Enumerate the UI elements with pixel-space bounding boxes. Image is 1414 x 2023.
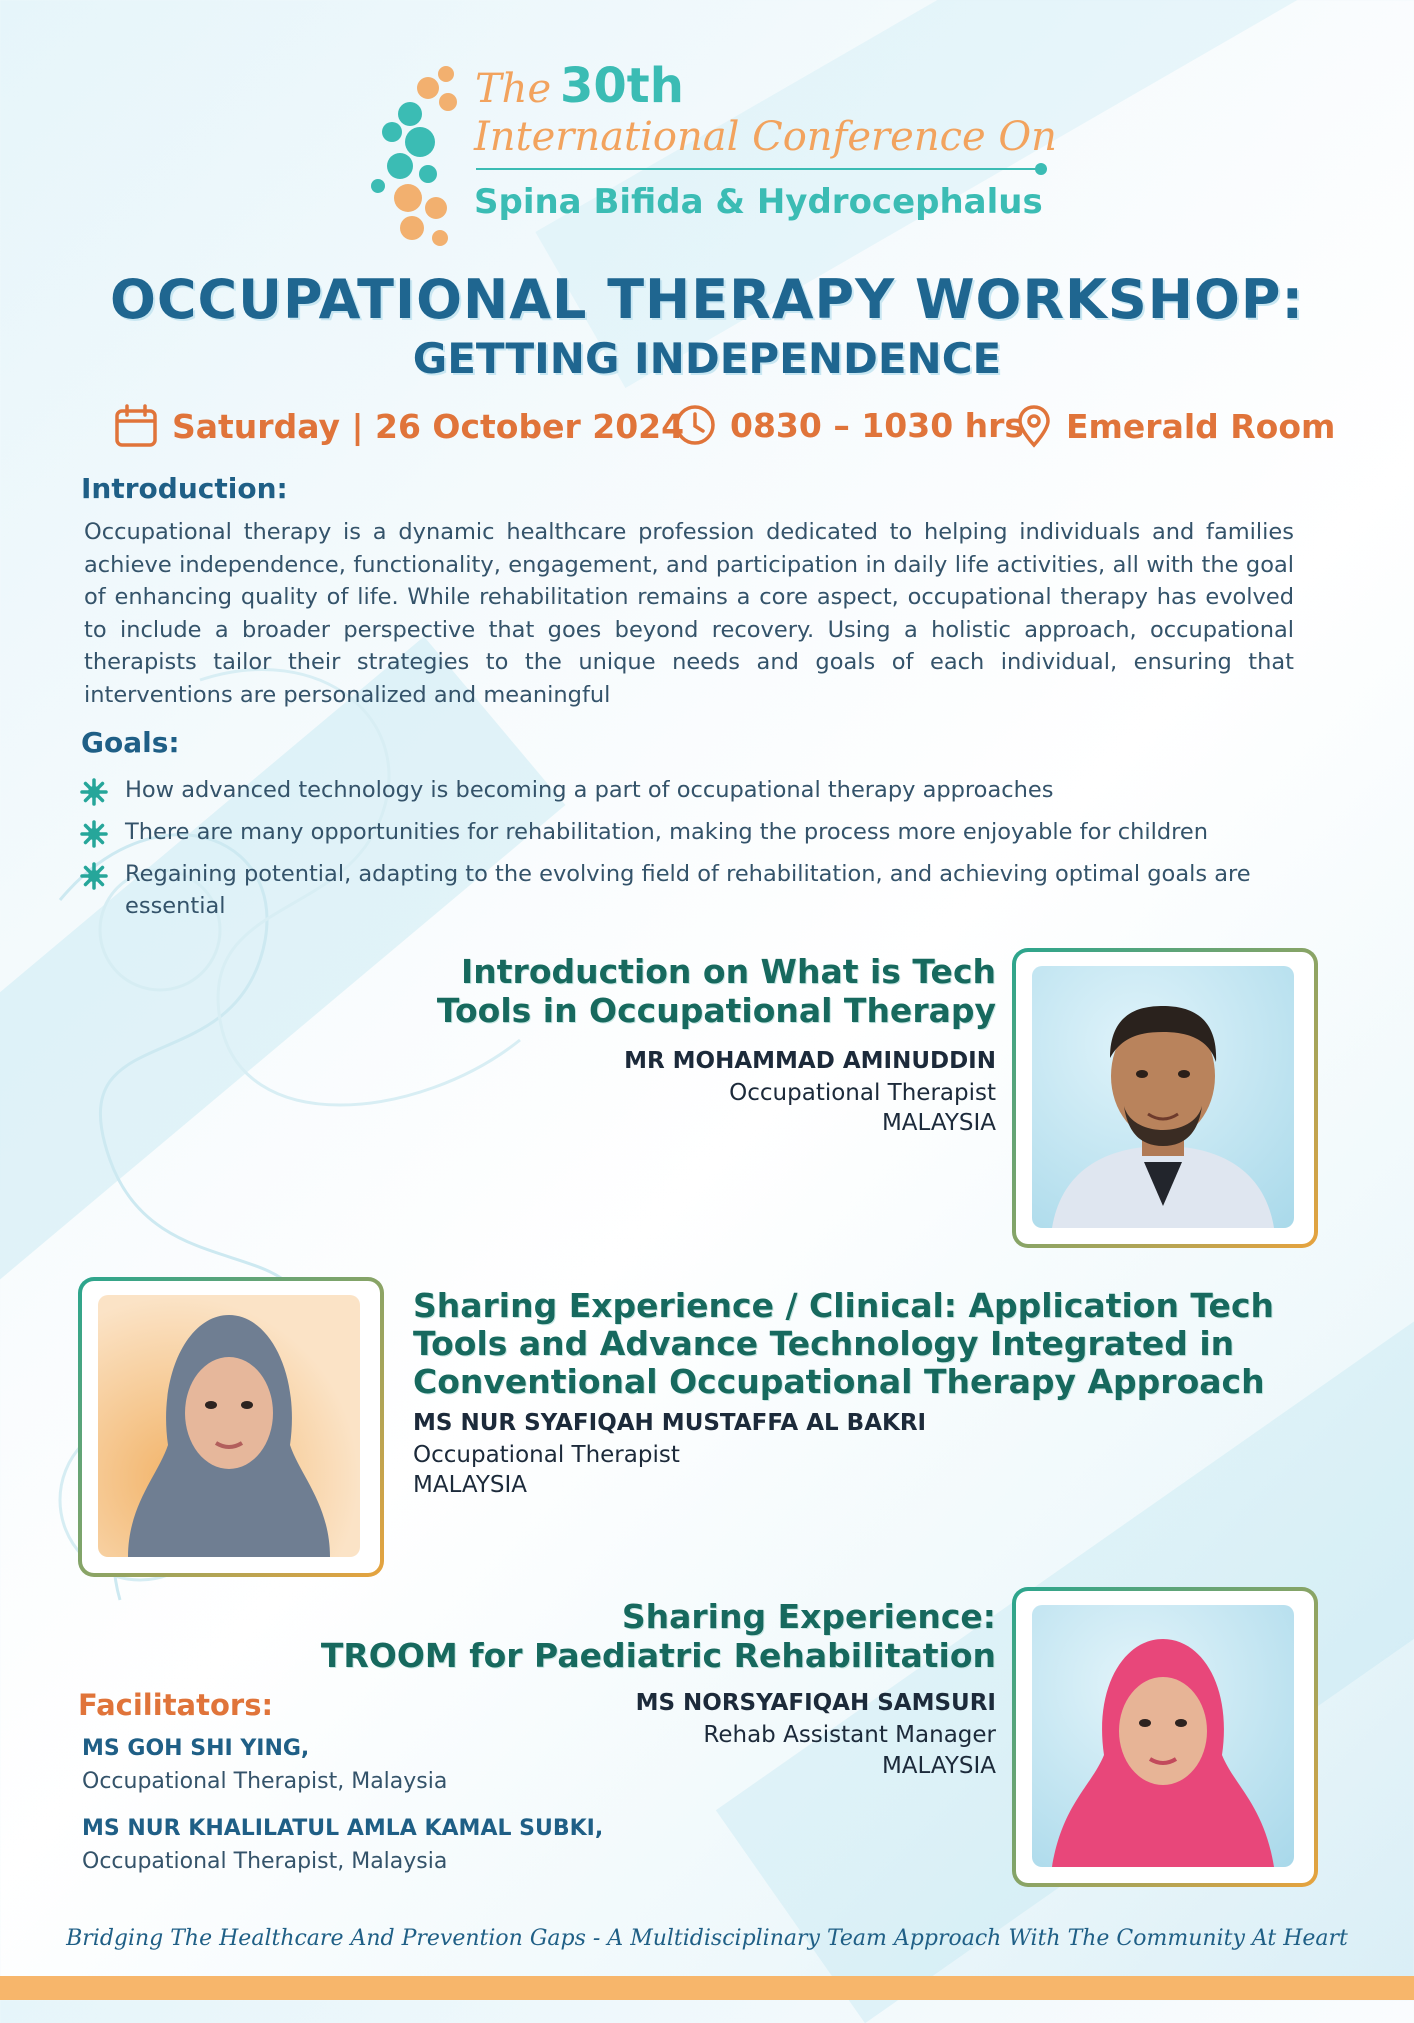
goals-heading: Goals: [81, 726, 180, 759]
introduction-heading: Introduction: [81, 472, 288, 505]
session-1-speaker-name: MR MOHAMMAD AMINUDDIN [624, 1048, 996, 1074]
session-3-speaker-role: Rehab Assistant Manager [703, 1722, 996, 1748]
goals-list [80, 774, 1310, 932]
facilitator-role: Occupational Therapist, Malaysia [82, 1849, 448, 1874]
facilitator-name: MS GOH SHI YING, [82, 1736, 310, 1761]
introduction-body: Occupational therapy is a dynamic healthcare profession dedicated to helping individuals and families achieve independence, functionality, engagement, and participation in daily life activities, all with the goal of enhancing quality of life. While rehabilitation remains a core aspect, occupational therapy has evolved to include a broader perspective that goes beyond recovery. Using a holistic approach, occupational therapists tailor their strategies to the unique needs and goals of each individual, ensuring that interventions are personalized and meaningful [84, 519, 1294, 708]
session-3-speaker-country: MALAYSIA [881, 1753, 996, 1779]
event-info-row [0, 400, 1414, 456]
asterisk-bullet-icon [80, 820, 108, 848]
event-date-text: Saturday | 26 October 2024 [172, 406, 685, 446]
session-2-title-line: Tools and Advance Technology Integrated in [413, 1324, 1235, 1363]
session-3-title-line: TROOM for Paediatric Rehabilitation [320, 1636, 996, 1675]
conference-logo [370, 58, 1057, 252]
speaker-photo-frame [1012, 1587, 1318, 1887]
session-2-speaker-name: MS NUR SYAFIQAH MUSTAFFA AL BAKRI [413, 1410, 927, 1436]
session-3-title-line: Sharing Experience: [621, 1597, 996, 1636]
session-1-speaker-role: Occupational Therapist [729, 1080, 996, 1106]
speaker-photo-frame [1012, 948, 1318, 1248]
event-time [674, 404, 1024, 446]
asterisk-bullet-icon [80, 778, 108, 806]
clock-icon [674, 404, 716, 446]
event-time-text: 0830 – 1030 hrs [730, 405, 1025, 445]
location-pin-icon [1016, 404, 1052, 448]
session-1-title [437, 952, 996, 1030]
logo-topic-text: Spina Bifida & Hydrocephalus [474, 182, 1043, 222]
goal-text: Regaining potential, adapting to the evolving field of rehabilitation, and achieving optimal goals are essential [125, 861, 1251, 919]
footer-bar [0, 1976, 1414, 2000]
session-1-speaker-country: MALAYSIA [881, 1110, 996, 1136]
session-1-title-line: Introduction on What is Tech [461, 952, 996, 991]
page-title: OCCUPATIONAL THERAPY WORKSHOP: [109, 268, 1305, 331]
event-venue [1016, 404, 1335, 448]
logo-edition-number: 30th [560, 58, 684, 114]
session-1-title-line: Tools in Occupational Therapy [436, 991, 996, 1030]
logo-the-text: The [475, 66, 552, 112]
session-2-speaker-role: Occupational Therapist [413, 1442, 680, 1468]
goal-item [80, 816, 1310, 848]
goal-item [80, 774, 1310, 806]
session-2-title-line: Conventional Occupational Therapy Approach [413, 1362, 1265, 1401]
goal-text: There are many opportunities for rehabilitation, making the process more enjoyable for children [125, 819, 1209, 845]
goal-item [80, 858, 1310, 922]
page-subtitle: GETTING INDEPENDENCE [412, 334, 1002, 383]
speaker-photo-female-2 [1032, 1605, 1294, 1867]
session-3-title [321, 1597, 996, 1675]
footer-tagline: Bridging The Healthcare And Prevention Gaps - A Multidisciplinary Team Approach With The Community At Heart [66, 1926, 1348, 1951]
logo-divider-dot [1035, 163, 1047, 175]
speaker-photo-frame [78, 1277, 384, 1577]
speaker-photo-male [1032, 966, 1294, 1228]
event-venue-text: Emerald Room [1066, 406, 1336, 446]
session-3-speaker-name: MS NORSYAFIQAH SAMSURI [635, 1690, 996, 1716]
facilitator-name: MS NUR KHALILATUL AMLA KAMAL SUBKI, [82, 1816, 604, 1841]
session-2-title-line: Sharing Experience / Clinical: Application Tech [413, 1286, 1274, 1325]
logo-conference-text: International Conference On [474, 114, 1057, 160]
asterisk-bullet-icon [80, 862, 108, 890]
facilitator-role: Occupational Therapist, Malaysia [82, 1769, 448, 1794]
logo-divider [476, 168, 1040, 170]
facilitators-heading: Facilitators: [78, 1688, 274, 1722]
calendar-icon [114, 404, 158, 448]
logo-molecule-icon [370, 62, 470, 252]
session-2-speaker-country: MALAYSIA [413, 1472, 528, 1498]
event-date [114, 404, 684, 448]
speaker-photo-female-1 [98, 1295, 360, 1557]
goal-text: How advanced technology is becoming a part of occupational therapy approaches [125, 777, 1054, 803]
session-2-title [413, 1287, 1274, 1401]
